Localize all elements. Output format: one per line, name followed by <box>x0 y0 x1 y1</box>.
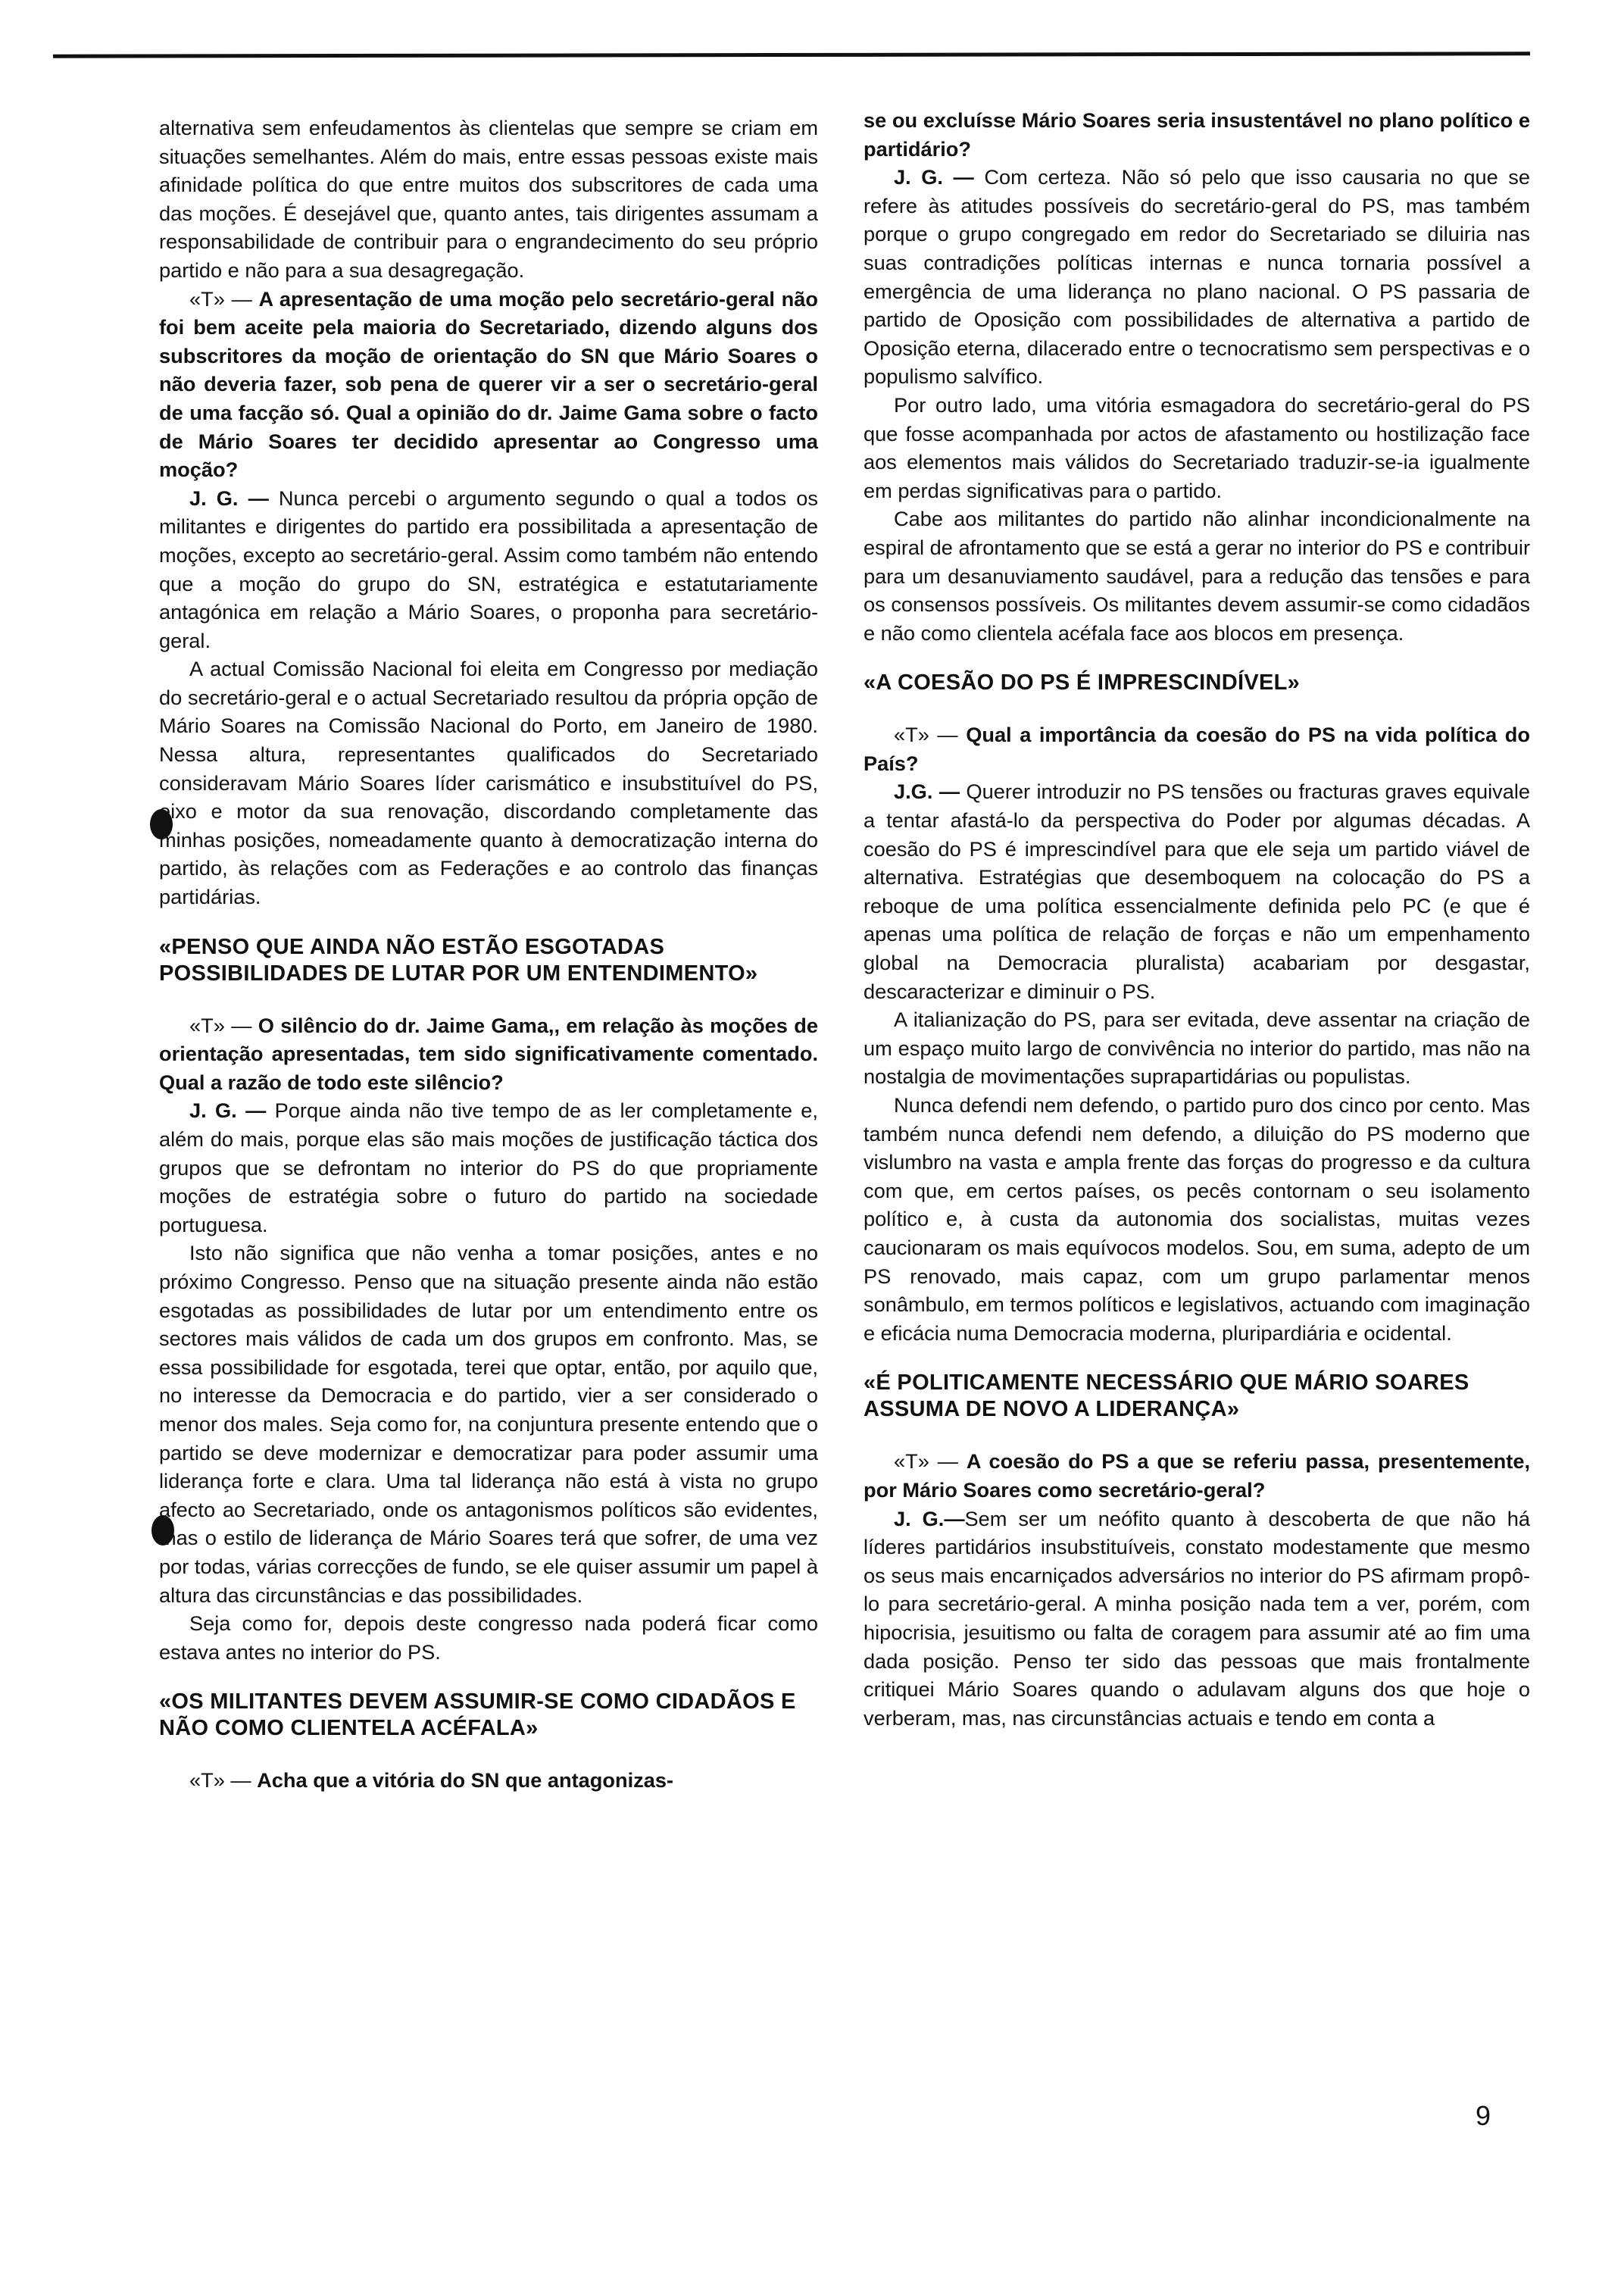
speaker: J. G. — <box>189 1099 275 1123</box>
answer-text: Querer introduzir no PS tensões ou fracturas graves equivale a tentar afastá-lo da perspectiva do Poder por algumas décadas. A coesão do PS é imprescindível para que ele seja um partido viável de alternativa. Estratégias que desemboquem na colocação do PS a reboque de uma política essencialmente definida pelo PC (e que é apenas uma política de relação de forças e não um empenhamento global na Democracia pluralista) acabariam por desgastar, descaracterizar e diminuir o PS. <box>864 780 1531 1003</box>
section-heading: «OS MILITANTES DEVEM ASSUMIR-SE COMO CIDADÃOS E NÃO COMO CLIENTELA ACÉFALA» <box>159 1689 796 1741</box>
right-column <box>864 106 1530 1732</box>
question-tag: «T» — <box>189 286 259 311</box>
answer <box>864 1505 1530 1733</box>
answer <box>864 163 1530 391</box>
question-text: Acha que a vitória do SN que antagonizas- <box>257 1768 674 1792</box>
paragraph: A actual Comissão Nacional foi eleita em Congresso por mediação do secretário-geral e o actual Secretariado resultou da própria opção de Mário Soares na Comissão Nacional do Porto, em Janeiro de 1980. Nessa altura, representantes qualificados do Secretariado consideravam Mário Soares líder carismático e insubstituível do PS, eixo e motor da sua renovação, discordando completamente das minhas posições, nomeadamente quanto à democratização interna do partido, às relações com as Federações e ao controlo das finanças partidárias. <box>159 657 818 909</box>
answer-text: Sem ser um neófito quanto à descoberta de que não há líderes partidários insubstituíveis, constato modestamente que mesmo os seus mais encarniçados adversários no interior do PS afirmam propô-lo para secretário-geral. A minha posição nada tem a ver, porém, com hipocrisia, jesuitismo ou falta de coragem para assumir até ao fim uma dada posição. Penso ter sido das pessoas que mais frontalmente critiquei Mário Soares quando o adulavam alguns dos que hoje o verberam, mas, nas circunstâncias actuais e tendo em conta a <box>864 1506 1530 1730</box>
paragraph: A italianização do PS, para ser evitada, deve assentar na criação de um espaço muito largo de convivência no interior do partido, mas não na nostalgia de movimentações suprapartidárias ou populistas. <box>864 1008 1530 1089</box>
paragraph: Por outro lado, uma vitória esmagadora do secretário-geral do PS que fosse acompanhada por actos de afastamento ou hostilização face aos elementos mais válidos do Secretariado traduzir-se-ia igualmente em perdas significativas para o partido. <box>864 392 1530 502</box>
paragraph: alternativa sem enfeudamentos às clientelas que sempre se criam em situações semelhantes. Além do mais, entre essas pessoas existe mais afinidade política do que entre muitos dos subscritores de cada uma das moções. É desejável que, quanto antes, tais dirigentes assumam a responsabilidade de contribuir para o engrandecimento do seu próprio partido e não para a sua desagregação. <box>159 116 818 282</box>
paragraph: Nunca defendi nem defendo, o partido puro dos cinco por cento. Mas também nunca defendi nem defendo, a diluição do PS moderno que vislumbro na vasta e ampla frente das forças do progresso e da cultura com que, em certos países, os pecês contornam o seu isolamento político e, à custa da autonomia dos socialistas, muitas vezes caucionaram os mais equívocos modelos. Sou, em suma, adepto de um PS renovado, mais capaz, com um grupo parlamentar menos sonâmbulo, em termos políticos e legislativos, actuando com imaginação e eficácia numa Democracia moderna, pluripardiária e ocidental. <box>864 1093 1530 1345</box>
answer <box>159 1096 818 1239</box>
section-heading: «PENSO QUE AINDA NÃO ESTÃO ESGOTADAS POSSIBILIDADES DE LUTAR POR UM ENTENDIMENTO» <box>159 934 758 986</box>
speaker: J. G. — <box>894 165 985 189</box>
paragraph: Cabe aos militantes do partido não alinhar incondicionalmente na espiral de afrontamento que se está a gerar no interior do PS e contribuir para um desanuviamento saudável, para a redução das tensões e para os consensos possíveis. Os militantes devem assumir-se como cidadãos e não como clientela acéfala face aos blocos em presença. <box>864 507 1530 645</box>
answer-text: Com certeza. Não só pelo que isso causaria no que se refere às atitudes possíveis do secretário-geral do PS, mas também porque o grupo congregado em redor do Secretariado se diluiria nas suas contradições políticas internas e nunca tornaria possível a emergência de uma liderança no plano nacional. O PS passaria de partido de Oposição com possibilidades de alternativa a partido de Oposição eterna, dilacerado entre o tecnocratismo sem perspectivas e o populismo salvífico. <box>864 165 1530 389</box>
page-number: 9 <box>1476 2100 1491 2131</box>
question-tag: «T» — <box>894 723 967 747</box>
speaker: J. G. — <box>189 486 279 510</box>
section-heading: «A COESÃO DO PS É IMPRESCINDÍVEL» <box>864 670 1301 695</box>
question-text: A coesão do PS a que se referiu passa, presentemente, por Mário Soares como secretário-geral? <box>864 1449 1530 1502</box>
left-column <box>159 114 818 1795</box>
speaker: J. G.— <box>894 1506 965 1530</box>
top-rule <box>53 52 1530 58</box>
speaker: J.G. — <box>894 780 967 804</box>
question-tag: «T» — <box>189 1013 258 1037</box>
paragraph: Isto não significa que não venha a tomar posições, antes e no próximo Congresso. Penso que na situação presente ainda não estão esgotadas as possibilidades de lutar por um entendimento entre os sectores mais válidos de cada um dos grupos em confronto. Mas, se essa possibilidade for esgotada, terei que optar, então, por aquilo que, no interesse da Democracia e do partido, vier a ser considerado o menor dos males. Seja como for, na conjuntura presente entendo que o partido se deve modernizar e democratizar para poder assumir uma liderança forte e clara. Uma tal liderança não está à vista no grupo afecto ao Secretariado, onde os antagonismos políticos são evidentes, mas o estilo de liderança de Mário Soares terá que sofrer, de uma vez por todas, várias correcções de fundo, se ele quiser assumir um papel à altura das circunstâncias e das possibilidades. <box>159 1241 818 1607</box>
answer-text: Porque ainda não tive tempo de as ler completamente e, além do mais, porque elas são mais moções de justificação táctica dos grupos que se defrontam no interior do PS do que propriamente moções de estratégia sobre o futuro do partido na sociedade portuguesa. <box>159 1099 818 1236</box>
question-continued: se ou excluísse Mário Soares seria insustentável no plano político e partidário? <box>864 108 1530 161</box>
question <box>864 1447 1530 1504</box>
question-text: Qual a importância da coesão do PS na vida política do País? <box>864 723 1530 775</box>
answer-text: Nunca percebi o argumento segundo o qual a todos os militantes e dirigentes do partido era possibilitada a apresentação de moções, excepto ao secretário-geral. Assim como também não entendo que a moção do grupo do SN, estratégica e estatutariamente antagónica em relação a Mário Soares, o proponha para secretário-geral. <box>159 486 818 652</box>
question-tag: «T» — <box>189 1768 258 1792</box>
paragraph: Seja como for, depois deste congresso nada poderá ficar como estava antes no interior do PS. <box>159 1611 818 1664</box>
question <box>159 285 818 484</box>
question-text: A apresentação de uma moção pelo secretário-geral não foi bem aceite pela maioria do Secretariado, dizendo alguns dos subscritores da moção de orientação do SN que Mário Soares o não deveria fazer, sob pena de querer vir a ser o secretário-geral de uma facção só. Qual a opinião do dr. Jaime Gama sobre o facto de Mário Soares ter decidido apresentar ao Congresso uma moção? <box>159 286 818 482</box>
answer <box>864 777 1530 1005</box>
question-tag: «T» — <box>894 1449 967 1474</box>
question-text: O silêncio do dr. Jaime Gama,, em relação às moções de orientação apresentadas, tem sido significativamente comentado. Qual a razão de todo este silêncio? <box>159 1013 818 1094</box>
section-heading: «É POLITICAMENTE NECESSÁRIO QUE MÁRIO SOARES ASSUMA DE NOVO A LIDERANÇA» <box>864 1371 1469 1422</box>
answer <box>159 484 818 655</box>
question <box>159 1011 818 1097</box>
question <box>159 1766 818 1795</box>
question <box>864 720 1530 777</box>
